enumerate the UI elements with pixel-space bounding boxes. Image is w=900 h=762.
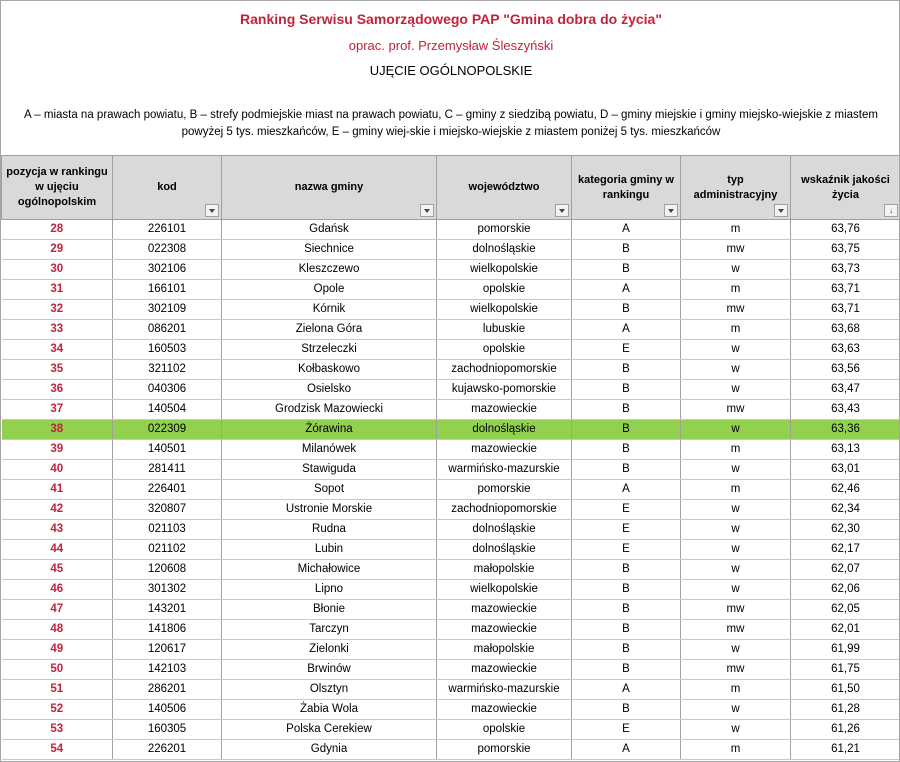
table-row[interactable] [2,380,900,400]
cell-category[interactable]: A [572,680,681,700]
cell-municipality[interactable]: Zielona Góra [222,320,437,340]
cell-quality-index[interactable]: 62,01 [791,620,900,640]
cell-position[interactable]: 53 [2,720,113,740]
col-header-label: pozycja w rankingu w ujęciu ogólnopolskim [6,166,108,208]
cell-position[interactable]: 32 [2,300,113,320]
cell-category[interactable]: B [572,700,681,720]
cell-position[interactable]: 42 [2,500,113,520]
cell-quality-index[interactable]: 61,99 [791,640,900,660]
cell-position[interactable]: 29 [2,240,113,260]
category-legend: A – miasta na prawach powiatu, B – strefy podmiejskie miast na prawach powiatu, C – gminy z siedzibą powiatu, D – gminy miejskie i gminy miejsko-wiejskie z miastem powyżej 5 tys. mieszkańców, E – gminy wiej-skie i miejsko-wiejskie z miastem poniżej 5 tys. mieszkańców [24,109,878,138]
cell-code[interactable]: 142103 [113,660,222,680]
cell-quality-index[interactable]: 63,56 [791,360,900,380]
cell-code[interactable]: 301302 [113,580,222,600]
cell-voivodeship[interactable]: zachodniopomorskie [437,500,572,520]
cell-municipality[interactable]: Brwinów [222,660,437,680]
cell-code[interactable]: 226101 [113,220,222,240]
cell-quality-index[interactable]: 63,76 [791,220,900,240]
col-header-label: wskaźnik jakości życia [801,173,890,201]
cell-code[interactable]: 226201 [113,740,222,760]
cell-code[interactable]: 140504 [113,400,222,420]
cell-municipality[interactable]: Gdynia [222,740,437,760]
cell-voivodeship[interactable]: dolnośląskie [437,540,572,560]
cell-municipality[interactable]: Osielsko [222,380,437,400]
cell-quality-index[interactable]: 63,75 [791,240,900,260]
cell-admin-type[interactable]: w [681,340,791,360]
chevron-down-icon [778,209,784,213]
table-row[interactable] [2,340,900,360]
cell-municipality[interactable]: Kórnik [222,300,437,320]
cell-code[interactable]: 141806 [113,620,222,640]
cell-code[interactable]: 021102 [113,540,222,560]
header-row [2,156,900,220]
cell-quality-index[interactable]: 63,01 [791,460,900,480]
table-row[interactable] [2,420,900,440]
col-header-label: nazwa gminy [294,181,364,193]
cell-position[interactable]: 49 [2,640,113,660]
cell-municipality[interactable]: Michałowice [222,560,437,580]
cell-position[interactable]: 52 [2,700,113,720]
col-header-quality-index [791,156,900,220]
cell-category[interactable]: E [572,720,681,740]
cell-voivodeship[interactable]: pomorskie [437,480,572,500]
cell-municipality[interactable]: Opole [222,280,437,300]
cell-voivodeship[interactable]: mazowieckie [437,660,572,680]
cell-quality-index[interactable]: 62,34 [791,500,900,520]
cell-code[interactable]: 140501 [113,440,222,460]
cell-position[interactable]: 30 [2,260,113,280]
cell-admin-type[interactable]: m [681,440,791,460]
filter-dropdown-button[interactable] [205,204,219,217]
table-row[interactable] [2,580,900,600]
cell-quality-index[interactable]: 61,26 [791,720,900,740]
cell-municipality[interactable]: Stawiguda [222,460,437,480]
cell-code[interactable]: 022308 [113,240,222,260]
table-row[interactable] [2,700,900,720]
chevron-down-icon [209,209,215,213]
cell-code[interactable]: 321102 [113,360,222,380]
cell-category[interactable]: B [572,240,681,260]
cell-position[interactable]: 38 [2,420,113,440]
cell-quality-index[interactable]: 63,73 [791,260,900,280]
table-row[interactable] [2,720,900,740]
cell-category[interactable]: B [572,660,681,680]
cell-position[interactable]: 44 [2,540,113,560]
filter-dropdown-button[interactable] [774,204,788,217]
cell-voivodeship[interactable]: mazowieckie [437,620,572,640]
chevron-down-icon [668,209,674,213]
cell-voivodeship[interactable]: małopolskie [437,640,572,660]
cell-voivodeship[interactable]: warmińsko-mazurskie [437,680,572,700]
cell-category[interactable]: B [572,560,681,580]
cell-municipality[interactable]: Olsztyn [222,680,437,700]
cell-municipality[interactable]: Zielonki [222,640,437,660]
cell-category[interactable]: B [572,580,681,600]
col-header-admin-type [681,156,791,220]
cell-quality-index[interactable]: 63,13 [791,440,900,460]
cell-voivodeship[interactable]: opolskie [437,280,572,300]
report-heading: UJĘCIE OGÓLNOPOLSKIE [369,63,533,78]
cell-position[interactable]: 41 [2,480,113,500]
cell-municipality[interactable]: Polska Cerekiew [222,720,437,740]
cell-position[interactable]: 33 [2,320,113,340]
cell-category[interactable]: A [572,320,681,340]
cell-municipality[interactable]: Żórawina [222,420,437,440]
cell-voivodeship[interactable]: mazowieckie [437,400,572,420]
cell-voivodeship[interactable]: pomorskie [437,220,572,240]
table-row[interactable] [2,540,900,560]
cell-position[interactable]: 40 [2,460,113,480]
table-row[interactable] [2,220,900,240]
cell-municipality[interactable]: Grodzisk Mazowiecki [222,400,437,420]
cell-code[interactable]: 140506 [113,700,222,720]
cell-quality-index[interactable]: 61,75 [791,660,900,680]
ranking-table [1,155,900,760]
cell-quality-index[interactable]: 62,17 [791,540,900,560]
cell-category[interactable]: E [572,540,681,560]
cell-voivodeship[interactable]: mazowieckie [437,700,572,720]
cell-voivodeship[interactable]: dolnośląskie [437,420,572,440]
cell-quality-index[interactable]: 62,30 [791,520,900,540]
cell-voivodeship[interactable]: zachodniopomorskie [437,360,572,380]
table-row[interactable] [2,300,900,320]
cell-voivodeship[interactable]: wielkopolskie [437,580,572,600]
cell-admin-type[interactable]: w [681,520,791,540]
cell-position[interactable]: 39 [2,440,113,460]
cell-admin-type[interactable]: w [681,500,791,520]
col-header-label: województwo [468,181,540,193]
col-header-voivodeship [437,156,572,220]
cell-municipality[interactable]: Ustronie Morskie [222,500,437,520]
cell-admin-type[interactable]: m [681,480,791,500]
cell-code[interactable]: 286201 [113,680,222,700]
cell-code[interactable]: 160305 [113,720,222,740]
cell-position[interactable]: 46 [2,580,113,600]
table-row[interactable] [2,680,900,700]
cell-category[interactable]: A [572,480,681,500]
table-row[interactable] [2,440,900,460]
cell-category[interactable]: B [572,440,681,460]
cell-municipality[interactable]: Strzeleczki [222,340,437,360]
cell-admin-type[interactable]: mw [681,240,791,260]
cell-voivodeship[interactable]: opolskie [437,720,572,740]
table-row[interactable] [2,400,900,420]
cell-municipality[interactable]: Kleszczewo [222,260,437,280]
sort-descending-icon: ↓ [889,205,893,215]
table-row[interactable] [2,460,900,480]
cell-admin-type[interactable]: w [681,380,791,400]
table-row[interactable] [2,740,900,760]
cell-voivodeship[interactable]: kujawsko-pomorskie [437,380,572,400]
cell-position[interactable]: 47 [2,600,113,620]
cell-municipality[interactable]: Tarczyn [222,620,437,640]
cell-position[interactable]: 34 [2,340,113,360]
cell-category[interactable]: B [572,460,681,480]
cell-category[interactable]: B [572,420,681,440]
cell-code[interactable]: 320807 [113,500,222,520]
col-header-label: typ administracyjny [693,173,778,201]
cell-category[interactable]: B [572,380,681,400]
cell-category[interactable]: B [572,260,681,280]
cell-admin-type[interactable]: w [681,420,791,440]
sort-filter-button[interactable] [884,204,898,217]
cell-admin-type[interactable]: w [681,360,791,380]
cell-code[interactable]: 143201 [113,600,222,620]
cell-code[interactable]: 281411 [113,460,222,480]
cell-municipality[interactable]: Siechnice [222,240,437,260]
cell-voivodeship[interactable]: pomorskie [437,740,572,760]
col-header-label: kod [157,181,177,193]
table-row[interactable] [2,260,900,280]
cell-quality-index[interactable]: 62,46 [791,480,900,500]
cell-voivodeship[interactable]: mazowieckie [437,600,572,620]
cell-category[interactable]: B [572,620,681,640]
cell-quality-index[interactable]: 63,71 [791,280,900,300]
cell-admin-type[interactable]: w [681,560,791,580]
cell-position[interactable]: 37 [2,400,113,420]
cell-position[interactable]: 54 [2,740,113,760]
cell-quality-index[interactable]: 62,05 [791,600,900,620]
cell-quality-index[interactable]: 63,36 [791,420,900,440]
cell-quality-index[interactable]: 63,47 [791,380,900,400]
cell-voivodeship[interactable]: lubuskie [437,320,572,340]
cell-category[interactable]: B [572,360,681,380]
cell-category[interactable]: B [572,640,681,660]
cell-code[interactable]: 302109 [113,300,222,320]
cell-municipality[interactable]: Lubin [222,540,437,560]
cell-category[interactable]: E [572,500,681,520]
cell-position[interactable]: 45 [2,560,113,580]
cell-code[interactable]: 302106 [113,260,222,280]
cell-voivodeship[interactable]: wielkopolskie [437,300,572,320]
cell-category[interactable]: B [572,300,681,320]
cell-municipality[interactable]: Sopot [222,480,437,500]
table-row[interactable] [2,500,900,520]
cell-admin-type[interactable]: m [681,320,791,340]
filter-dropdown-button[interactable] [420,204,434,217]
cell-category[interactable]: A [572,220,681,240]
filter-dropdown-button[interactable] [664,204,678,217]
cell-quality-index[interactable]: 61,28 [791,700,900,720]
cell-code[interactable]: 226401 [113,480,222,500]
cell-code[interactable]: 086201 [113,320,222,340]
cell-position[interactable]: 36 [2,380,113,400]
table-row[interactable] [2,620,900,640]
cell-quality-index[interactable]: 61,50 [791,680,900,700]
chevron-down-icon [424,209,430,213]
col-header-category [572,156,681,220]
cell-admin-type[interactable]: w [681,700,791,720]
cell-voivodeship[interactable]: małopolskie [437,560,572,580]
cell-admin-type[interactable]: w [681,640,791,660]
cell-quality-index[interactable]: 62,07 [791,560,900,580]
cell-voivodeship[interactable]: dolnośląskie [437,520,572,540]
cell-admin-type[interactable]: m [681,220,791,240]
cell-position[interactable]: 31 [2,280,113,300]
cell-code[interactable]: 021103 [113,520,222,540]
cell-admin-type[interactable]: w [681,460,791,480]
cell-admin-type[interactable]: w [681,720,791,740]
cell-voivodeship[interactable]: mazowieckie [437,440,572,460]
cell-admin-type[interactable]: mw [681,400,791,420]
table-row[interactable] [2,640,900,660]
cell-code[interactable]: 160503 [113,340,222,360]
cell-admin-type[interactable]: mw [681,300,791,320]
cell-code[interactable]: 120617 [113,640,222,660]
cell-quality-index[interactable]: 63,68 [791,320,900,340]
cell-quality-index[interactable]: 63,71 [791,300,900,320]
cell-position[interactable]: 28 [2,220,113,240]
cell-municipality[interactable]: Błonie [222,600,437,620]
cell-admin-type[interactable]: m [681,740,791,760]
cell-code[interactable]: 022309 [113,420,222,440]
cell-municipality[interactable]: Gdańsk [222,220,437,240]
cell-quality-index[interactable]: 63,63 [791,340,900,360]
cell-quality-index[interactable]: 63,43 [791,400,900,420]
chevron-down-icon [559,209,565,213]
cell-admin-type[interactable]: mw [681,600,791,620]
cell-admin-type[interactable]: mw [681,660,791,680]
cell-voivodeship[interactable]: warmińsko-mazurskie [437,460,572,480]
cell-position[interactable]: 50 [2,660,113,680]
cell-position[interactable]: 35 [2,360,113,380]
cell-municipality[interactable]: Żabia Wola [222,700,437,720]
cell-position[interactable]: 51 [2,680,113,700]
cell-municipality[interactable]: Milanówek [222,440,437,460]
table-row[interactable] [2,480,900,500]
cell-category[interactable]: B [572,600,681,620]
cell-municipality[interactable]: Kołbaskowo [222,360,437,380]
cell-category[interactable]: A [572,740,681,760]
cell-position[interactable]: 48 [2,620,113,640]
cell-voivodeship[interactable]: opolskie [437,340,572,360]
cell-admin-type[interactable]: m [681,280,791,300]
report-title: Ranking Serwisu Samorządowego PAP "Gmina dobra do życia" [240,11,662,27]
cell-code[interactable]: 040306 [113,380,222,400]
col-header-position [2,156,113,220]
table-row[interactable] [2,520,900,540]
cell-municipality[interactable]: Lipno [222,580,437,600]
cell-admin-type[interactable]: w [681,580,791,600]
table-row[interactable] [2,240,900,260]
cell-municipality[interactable]: Rudna [222,520,437,540]
cell-code[interactable]: 120608 [113,560,222,580]
cell-code[interactable]: 166101 [113,280,222,300]
table-row[interactable] [2,280,900,300]
cell-admin-type[interactable]: w [681,540,791,560]
cell-category[interactable]: B [572,400,681,420]
col-header-municipality [222,156,437,220]
table-row[interactable] [2,360,900,380]
cell-category[interactable]: E [572,340,681,360]
cell-admin-type[interactable]: w [681,260,791,280]
filter-dropdown-button[interactable] [555,204,569,217]
table-row[interactable] [2,600,900,620]
cell-voivodeship[interactable]: dolnośląskie [437,240,572,260]
col-header-code [113,156,222,220]
cell-voivodeship[interactable]: wielkopolskie [437,260,572,280]
cell-quality-index[interactable]: 62,06 [791,580,900,600]
table-row[interactable] [2,560,900,580]
report-author: oprac. prof. Przemysław Śleszyński [348,38,554,53]
cell-category[interactable]: E [572,520,681,540]
col-header-label: kategoria gminy w rankingu [578,173,674,201]
cell-category[interactable]: A [572,280,681,300]
table-row[interactable] [2,660,900,680]
cell-admin-type[interactable]: m [681,680,791,700]
cell-quality-index[interactable]: 61,21 [791,740,900,760]
cell-admin-type[interactable]: mw [681,620,791,640]
table-row[interactable] [2,320,900,340]
cell-position[interactable]: 43 [2,520,113,540]
